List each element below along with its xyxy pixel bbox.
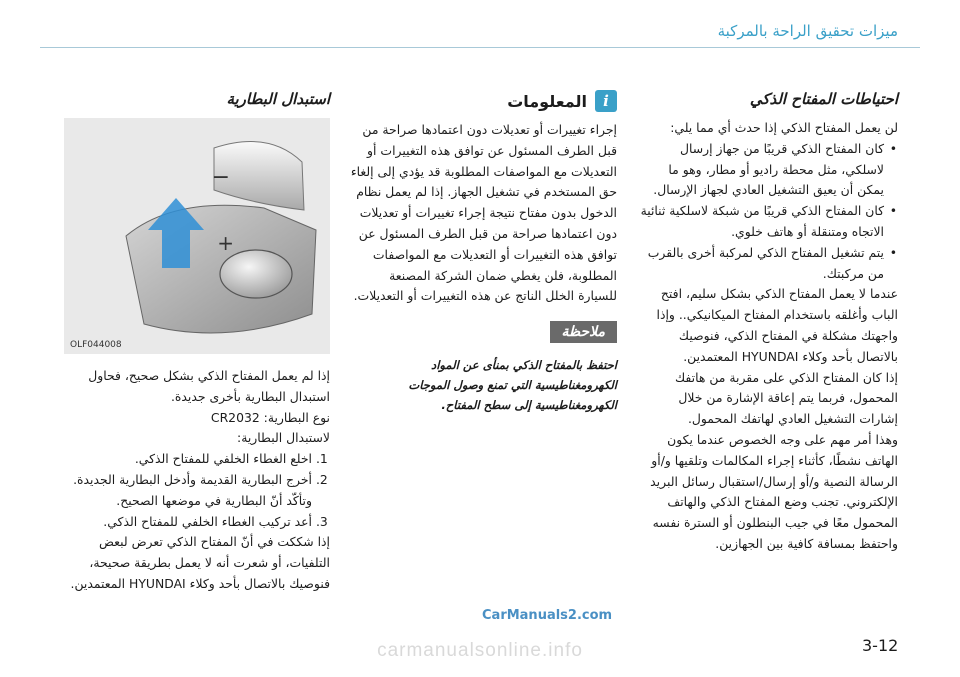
battery-replacement-figure (64, 118, 330, 354)
intro-text: إذا لم يعمل المفتاح الذكي بشكل صحيح، فحاول استبدال البطارية بأخرى جديدة. (88, 368, 330, 404)
header-divider (40, 47, 920, 48)
intro-text: لن يعمل المفتاح الذكي إذا حدث أي مما يلي: (670, 120, 898, 135)
minus-sign: − (211, 165, 230, 190)
list-item: • كان المفتاح الذكي قريبًا من شبكة لاسلكية ثنائية الاتجاه ومتنقلة أو هاتف خلوي. (640, 201, 884, 243)
warning-label: ملاحظة (550, 321, 618, 343)
info-title: المعلومات (507, 91, 587, 111)
warning-text: احتفظ بالمفتاح الذكي بمنأى عن المواد الكهرومغناطيسية التي تمنع وصول الموجات الكهرومغناطيسية إلى سطح المفتاح. (408, 358, 617, 413)
watermark-site[interactable]: CarManuals2.com (482, 608, 613, 623)
list-item: • كان المفتاح الذكي قريبًا من جهاز إرسال لاسلكي، مثل محطة راديو أو مطار، وهو ما يمكن أن يعيق التشغيل العادي لجهاز الإرسال. (640, 139, 884, 201)
steps-intro: لاستبدال البطارية: (237, 430, 330, 446)
middle-column (347, 90, 617, 415)
battery-cell (220, 250, 292, 298)
right-column (640, 90, 898, 555)
smart-key-illustration (64, 118, 330, 354)
list-item: 1. اخلع الغطاء الخلفي للمفتاح الذكي. (62, 449, 312, 470)
paragraph: عندما لا يعمل المفتاح الذكي بشكل سليم، افتح الباب وأغلقه باستخدام المفتاح الميكانيكي.. وإذا واجهتك مشكلة في المفتاح الذكي، فنوصيك بالاتصال بأحد وكلاء HYUNDAI المعتمدين. (656, 286, 898, 364)
list-item: 2. أخرج البطارية القديمة وأدخل البطارية الجديدة. وتأكّد أنّ البطارية في موضعها الصحيح. (62, 470, 312, 512)
paragraph: إذا كان المفتاح الذكي على مقربة من هاتفك المحمول، فربما يتم إعاقة الإشارة من خلال إشارات التشغيل العادي لهاتفك المحمول. (674, 369, 898, 427)
list-item: • يتم تشغيل المفتاح الذكي لمركبة أخرى بالقرب من مركبتك. (640, 243, 884, 285)
section-title-smart-key-precautions: احتياطات المفتاح الذكي (749, 90, 898, 108)
header-title: ميزات تحقيق الراحة بالمركبة (717, 22, 898, 40)
info-text: إجراء تغييرات أو تعديلات دون اعتمادها صراحة من قبل الطرف المسئول عن توافق هذه التغييرات أو التعديلات مع المواصفات المطلوبة قد يؤدي إلى إلغاء حق المستخدم في تشغيل الجهاز. إذا لم يعمل نظام الدخول بدون مفتاح نتيجة إجراء تغييرات أو تعديلات دون اعتمادها صراحة من قبل الطرف المسئول عن توافق هذه التغييرات أو التعديلات مع المواصفات المطلوبة، فلن يغطي ضمان الشركة المصنعة للسيارة الخلل الناتج عن هذه التغييرات أو التعديلات. (350, 122, 617, 304)
section-title-battery-replacement: استبدال البطارية (226, 90, 330, 108)
closing-text: إذا شككت في أنّ المفتاح الذكي تعرض لبعض التلفيات، أو شعرت أنه لا يعمل بطريقة صحيحة، فنوصيك بالاتصال بأحد وكلاء HYUNDAI المعتمدين. (70, 534, 330, 591)
figure-code: OLF044008 (70, 340, 122, 350)
info-icon: i (595, 90, 617, 112)
left-column (62, 90, 330, 595)
list-item: 3. أعد تركيب الغطاء الخلفي للمفتاح الذكي. (62, 512, 312, 533)
steps-list (62, 449, 330, 532)
page-number: 3-12 (862, 636, 899, 655)
battery-type: نوع البطارية: CR2032 (210, 409, 330, 425)
plus-sign: + (217, 231, 234, 255)
info-header (347, 90, 617, 112)
paragraph: وهذا أمر مهم على وجه الخصوص عندما يكون الهاتف نشطًا، كأثناء إجراء المكالمات وتلقيها و/أو الرسالة النصية و/أو إرسال/استقبال رسائل البريد الإلكتروني. تجنب وضع المفتاح الذكي والهاتف المحمول معًا في جيب البنطلون أو السترة نفسه واحتفظ بمسافة كافية بين الجهازين. (650, 431, 898, 551)
precautions-list (640, 139, 898, 285)
watermark-domain: carmanualsonline.info (377, 640, 583, 661)
